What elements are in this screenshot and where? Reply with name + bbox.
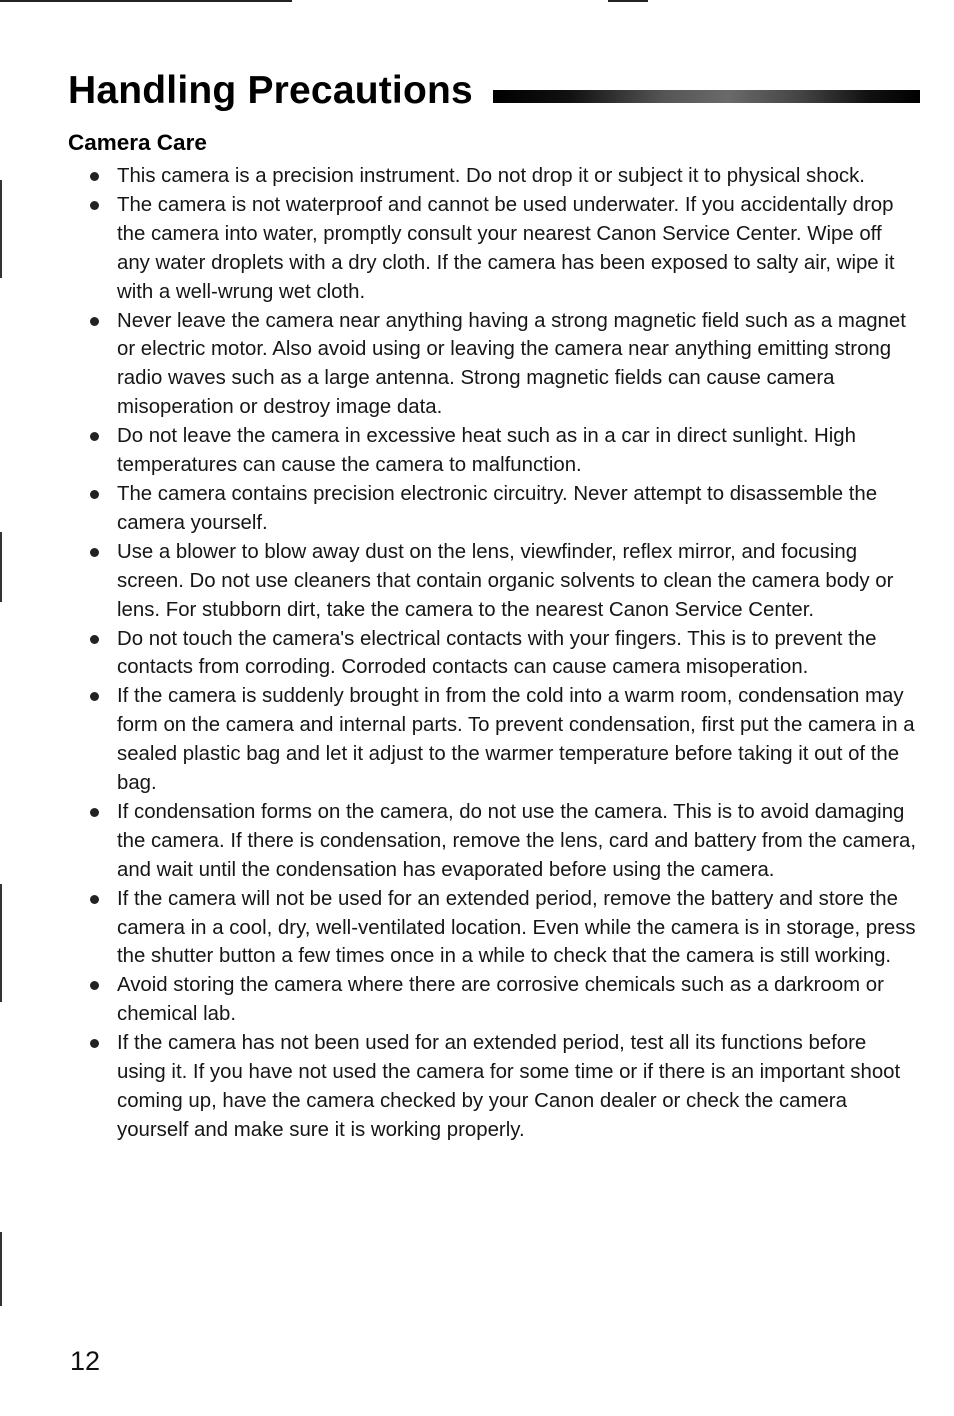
page-number: 12 (70, 1346, 101, 1376)
list-item-text: Avoid storing the camera where there are corrosive chemicals such as a darkroom or chemical lab. (117, 974, 884, 1026)
bullet-icon (90, 895, 99, 904)
bullet-icon (90, 432, 99, 441)
list-item-text: If the camera has not been used for an extended period, test all its functions before using it. If you have not used the camera for some time or if there is an important shoot coming up, have the camera checked by your Canon dealer or check the camera yourself and make sure it is working properly. (117, 1032, 901, 1141)
bullet-icon (90, 1039, 99, 1048)
bullet-icon (90, 548, 99, 557)
bullet-icon (90, 692, 99, 701)
list-item (90, 422, 920, 480)
section-heading: Camera Care (68, 130, 207, 155)
list-item-text: Use a blower to blow away dust on the lens, viewfinder, reflex mirror, and focusing screen. Do not use cleaners that contain organic solvents to clean the camera body or lens. For stubborn dirt, take the camera to the nearest Canon Service Center. (117, 540, 894, 621)
list-item-text: Do not touch the camera's electrical contacts with your fingers. This is to prevent the contacts from corroding. Corroded contacts can cause camera misoperation. (117, 627, 877, 679)
bullet-icon (90, 808, 99, 817)
list-item-text: The camera is not waterproof and cannot be used underwater. If you accidentally drop the camera into water, promptly consult your nearest Canon Service Center. Wipe off any water droplets with a dry cloth. If the camera has been exposed to salty air, wipe it with a well-wrung wet cloth. (117, 193, 895, 303)
list-item (90, 625, 920, 683)
bullet-icon (90, 490, 99, 499)
precautions-list (90, 162, 920, 1145)
list-item-text: Do not leave the camera in excessive heat such as in a car in direct sunlight. High temperatures can cause the camera to malfunction. (117, 425, 856, 477)
list-item (90, 682, 920, 798)
list-item-text: This camera is a precision instrument. Do not drop it or subject it to physical shock. (117, 165, 865, 187)
top-rule-left (0, 0, 292, 2)
list-item (90, 191, 920, 307)
list-item (90, 162, 920, 191)
list-item-text: The camera contains precision electronic circuitry. Never attempt to disassemble the camera yourself. (117, 482, 878, 534)
list-item (90, 885, 920, 972)
title-decorative-bar (493, 90, 920, 103)
list-item-text: Never leave the camera near anything having a strong magnetic field such as a magnet or electric motor. Also avoid using or leaving the camera near anything emitting strong radio waves such as a large antenna. Strong magnetic fields can cause camera misoperation or destroy image data. (117, 309, 906, 419)
bullet-icon (90, 317, 99, 326)
top-rule-middle (608, 0, 648, 2)
list-item (90, 798, 920, 885)
list-item (90, 480, 920, 538)
title-row (68, 66, 920, 116)
scan-edge-mark (0, 532, 2, 602)
scan-edge-mark (0, 180, 2, 278)
scan-edge-mark (0, 884, 2, 1002)
list-item-text: If the camera will not be used for an extended period, remove the battery and store the camera in a cool, dry, well-ventilated location. Even while the camera is in storage, press the shutter button a few times once in a while to check that the camera is still working. (117, 887, 916, 968)
bullet-icon (90, 201, 99, 210)
list-item (90, 538, 920, 625)
scan-edge-mark (0, 1232, 2, 1306)
list-item-text: If condensation forms on the camera, do not use the camera. This is to avoid damaging the camera. If there is condensation, remove the lens, card and battery from the camera, and wait until the condensation has evaporated before using the camera. (117, 800, 917, 881)
list-item (90, 1029, 920, 1145)
page-title: Handling Precautions (68, 69, 473, 112)
bullet-icon (90, 981, 99, 990)
list-item-text: If the camera is suddenly brought in from the cold into a warm room, condensation may form on the camera and internal parts. To prevent condensation, first put the camera in a sealed plastic bag and let it adjust to the warmer temperature before taking it out of the bag. (117, 685, 915, 795)
bullet-icon (90, 172, 99, 181)
list-item (90, 307, 920, 423)
bullet-icon (90, 635, 99, 644)
list-item (90, 971, 920, 1029)
